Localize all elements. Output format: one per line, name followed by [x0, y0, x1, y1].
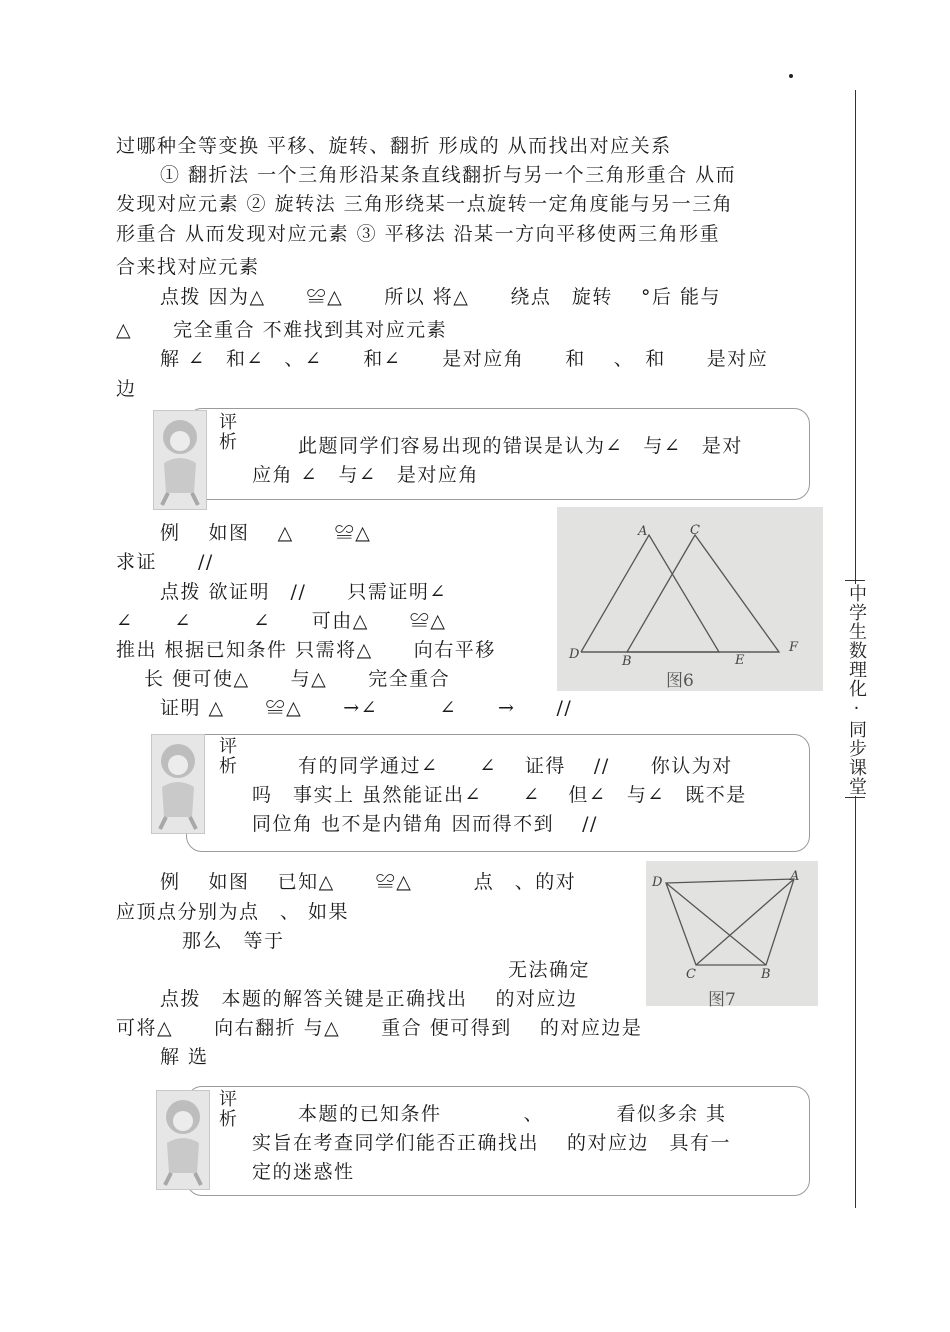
- text-line: 合来找对应元素: [116, 256, 260, 278]
- remark-label: 评析: [219, 412, 237, 453]
- text-line: 解 ∠ 和∠ 、∠ 和∠ 是对应角 和 、 和 是对应: [160, 348, 769, 370]
- text-line: △ 完全重合 不难找到其对应元素: [116, 319, 448, 341]
- margin-rule-tick-top: [845, 580, 865, 581]
- text-line: 长 便可使△ 与△ 完全重合: [144, 668, 451, 690]
- text-line: 边: [116, 378, 137, 400]
- text-line: 点拨 因为△ ≌△ 所以 将△ 绕点 旋转 °后 能与: [160, 286, 721, 308]
- text-line: 过哪种全等变换 平移、旋转、翻折 形成的 从而找出对应关系: [116, 135, 672, 157]
- corner-dot: [789, 74, 793, 78]
- text-line: ① 翻折法 一个三角形沿某条直线翻折与另一个三角形重合 从而: [160, 164, 737, 186]
- point-label: D: [569, 647, 580, 662]
- text-line: 例 如图 已知△ ≌△ 点 、的对: [160, 871, 577, 893]
- point-label: C: [690, 523, 700, 538]
- figure-caption: 图6: [666, 671, 694, 691]
- text-line: 应顶点分别为点 、 如果: [116, 901, 350, 923]
- mascot-image: [153, 410, 207, 510]
- remark-text: 有的同学通过∠ ∠ 证得 // 你认为对: [298, 755, 733, 777]
- text-line: 无法确定: [508, 959, 591, 981]
- remark-text: 定的迷惑性: [252, 1161, 355, 1183]
- text-line: 点拨 本题的解答关键是正确找出 的对应边: [160, 988, 578, 1010]
- point-label: C: [686, 967, 696, 982]
- remark-text: 同位角 也不是内错角 因而得不到 //: [252, 813, 598, 835]
- remark-label: 评析: [219, 1089, 237, 1130]
- text-line: 推出 根据已知条件 只需将△ 向右平移: [116, 639, 496, 661]
- point-label: E: [735, 653, 745, 668]
- text-line: 那么 等于: [182, 930, 285, 952]
- point-label: B: [761, 967, 771, 982]
- text-line: 证明 △ ≌△ →∠ ∠ → //: [160, 697, 573, 719]
- point-label: B: [622, 654, 632, 669]
- remark-text: 吗 事实上 虽然能证出∠ ∠ 但∠ 与∠ 既不是: [252, 784, 747, 806]
- point-label: D: [652, 875, 663, 890]
- text-line: 点拨 欲证明 // 只需证明∠: [160, 581, 447, 603]
- text-line: 形重合 从而发现对应元素 ③ 平移法 沿某一方向平移使两三角形重: [116, 223, 721, 245]
- text-line: 例 如图 △ ≌△: [160, 522, 372, 544]
- point-label: A: [790, 869, 800, 884]
- text-line: 解 选: [160, 1046, 209, 1068]
- mascot-image: [156, 1090, 210, 1190]
- remark-text: 此题同学们容易出现的错误是认为∠ 与∠ 是对: [298, 435, 743, 457]
- point-label: A: [638, 524, 648, 539]
- mascot-image: [151, 734, 205, 834]
- text-line: 求证 //: [116, 551, 214, 573]
- text-line: ∠ ∠ ∠ 可由△ ≌△: [116, 610, 447, 632]
- text-line: 可将△ 向右翻折 与△ 重合 便可得到 的对应边是: [116, 1017, 643, 1039]
- remark-text: 实旨在考查同学们能否正确找出 的对应边 具有一: [252, 1132, 732, 1154]
- remark-text: 本题的已知条件 、 看似多余 其: [298, 1103, 727, 1125]
- margin-rule-tick-bottom: [845, 797, 865, 798]
- point-label: F: [789, 640, 799, 655]
- remark-text: 应角 ∠ 与∠ 是对应角: [252, 464, 479, 486]
- sidebar-title: 中学生数理化·同步课堂: [843, 584, 867, 796]
- text-line: 发现对应元素 ② 旋转法 三角形绕某一点旋转一定角度能与另一三角: [116, 193, 734, 215]
- figure-caption: 图7: [708, 990, 736, 1010]
- remark-label: 评析: [219, 736, 237, 777]
